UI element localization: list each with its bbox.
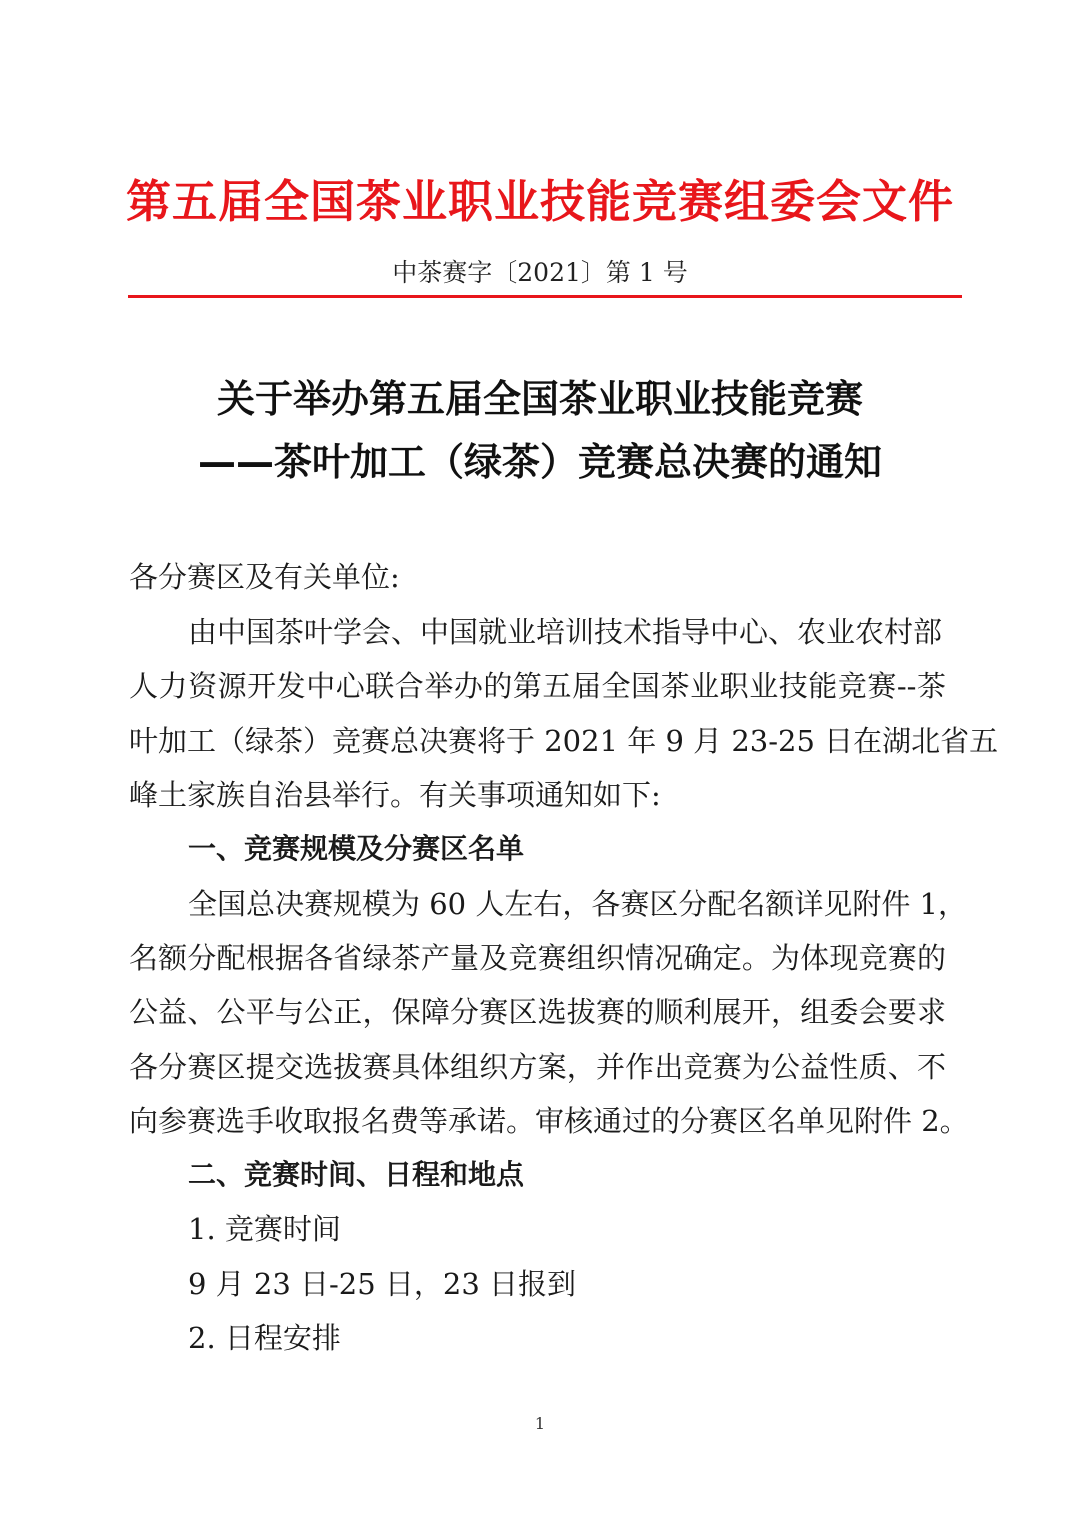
section-2-item-1-label: 1. 竞赛时间 xyxy=(188,1212,341,1246)
section-2-heading: 二、竞赛时间、日程和地点 xyxy=(188,1158,525,1191)
intro-line-4: 峰土家族自治县举行。有关事项通知如下: xyxy=(129,778,661,812)
section-2-item-2-label: 2. 日程安排 xyxy=(188,1321,341,1355)
section-1-heading: 一、竞赛规模及分赛区名单 xyxy=(188,832,525,865)
section-2-item-1-text: 9 月 23 日-25 日，23 日报到 xyxy=(188,1267,577,1301)
intro-line-3: 叶加工（绿茶）竞赛总决赛将于 2021 年 9 月 23-25 日在湖北省五 xyxy=(129,724,999,758)
section-1-line-3: 公益、公平与公正，保障分赛区选拔赛的顺利展开，组委会要求 xyxy=(129,995,946,1029)
red-divider xyxy=(128,295,962,298)
salutation: 各分赛区及有关单位: xyxy=(129,560,400,594)
section-1-line-5: 向参赛选手收取报名费等承诺。审核通过的分赛区名单见附件 2。 xyxy=(129,1104,969,1138)
intro-line-1: 由中国茶叶学会、中国就业培训技术指导中心、农业农村部 xyxy=(188,615,943,649)
notice-title-line-2: ——茶叶加工（绿茶）竞赛总决赛的通知 xyxy=(197,440,882,484)
page-number: 1 xyxy=(534,1414,546,1433)
document-number: 中茶赛字〔2021〕第 1 号 xyxy=(392,258,688,287)
intro-line-2: 人力资源开发中心联合举办的第五届全国茶业职业技能竞赛--茶 xyxy=(129,669,946,703)
org-header-title: 第五届全国茶业职业技能竞赛组委会文件 xyxy=(125,175,954,228)
section-1-line-4: 各分赛区提交选拔赛具体组织方案，并作出竞赛为公益性质、不 xyxy=(129,1050,946,1084)
section-1-line-2: 名额分配根据各省绿茶产量及竞赛组织情况确定。为体现竞赛的 xyxy=(129,941,946,975)
section-1-line-1: 全国总决赛规模为 60 人左右，各赛区分配名额详见附件 1， xyxy=(188,887,968,921)
notice-title-line-1: 关于举办第五届全国茶业职业技能竞赛 xyxy=(216,377,863,421)
